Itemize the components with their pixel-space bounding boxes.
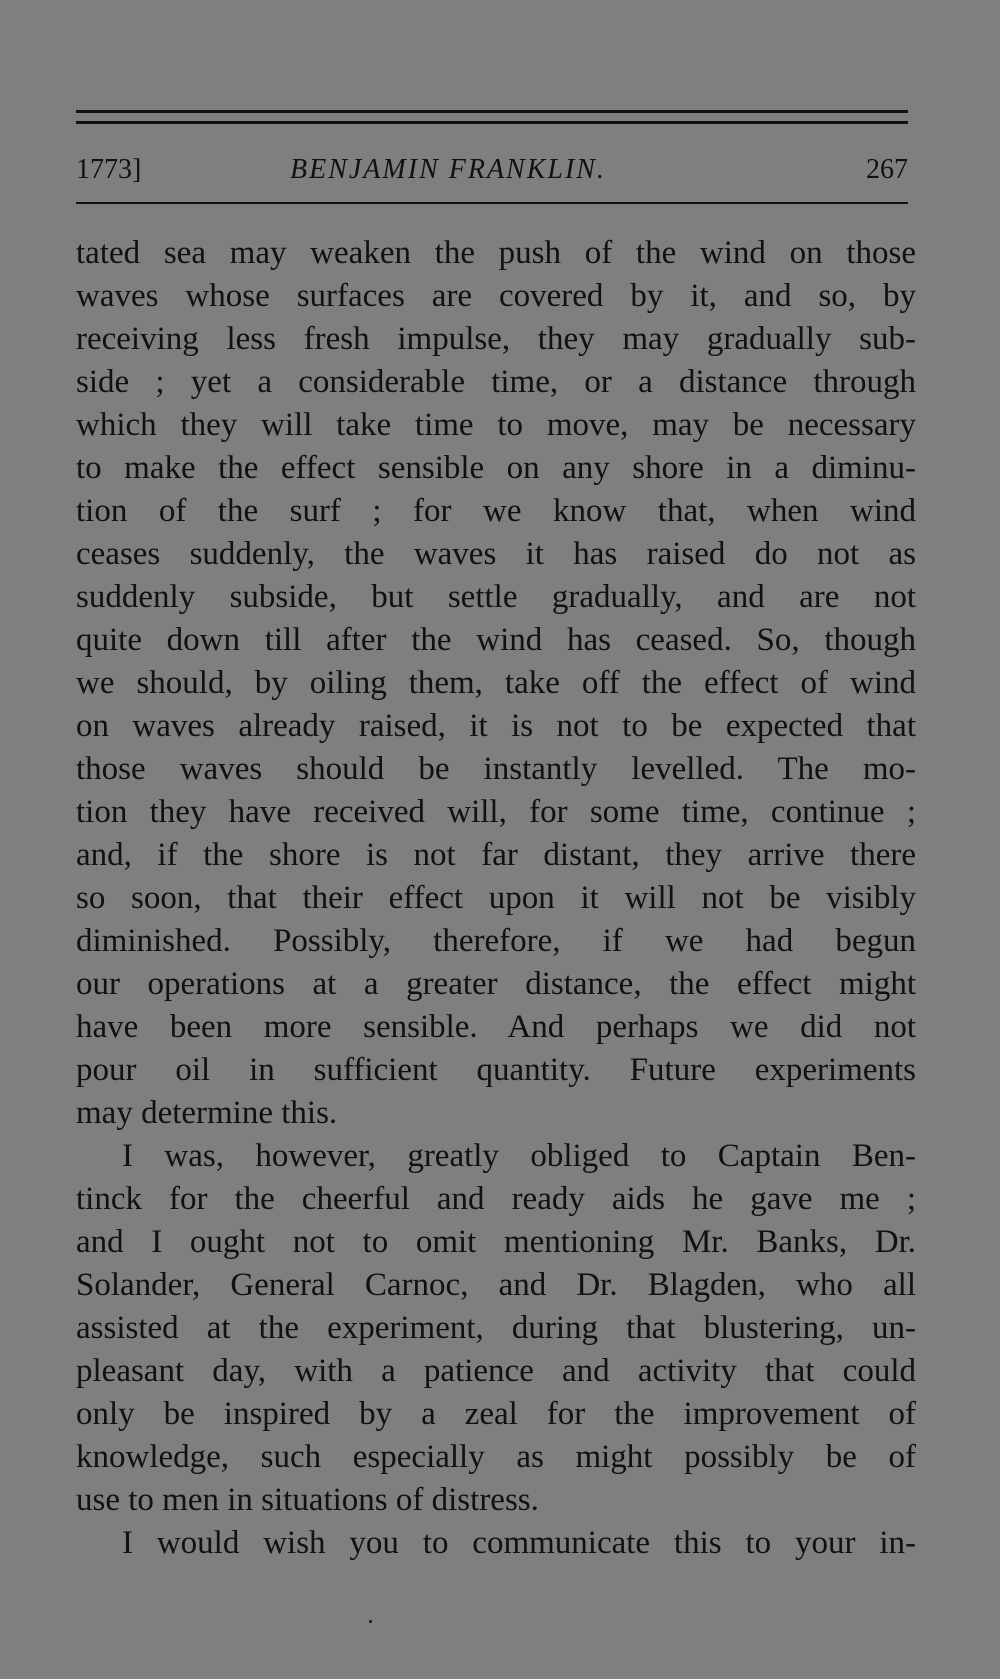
running-head: [76, 150, 908, 190]
page-number: 267: [866, 154, 908, 185]
text-line: tion they have received will, for some time, continue ;: [76, 794, 916, 830]
body-text: [76, 232, 916, 1565]
text-line: we should, by oiling them, take off the effect of wind: [76, 665, 916, 701]
text-line: only be inspired by a zeal for the improvement of: [76, 1396, 916, 1432]
text-line: and I ought not to omit mentioning Mr. Banks, Dr.: [76, 1224, 916, 1260]
text-line: which they will take time to move, may be necessary: [76, 407, 916, 443]
text-line: tated sea may weaken the push of the wind on those: [76, 235, 916, 271]
text-line: tion of the surf ; for we know that, when wind: [76, 493, 916, 529]
text-line: I would wish you to communicate this to your in-: [122, 1525, 916, 1561]
text-line: assisted at the experiment, during that blustering, un-: [76, 1310, 916, 1346]
text-line: side ; yet a considerable time, or a distance through: [76, 364, 916, 400]
text-line: use to men in situations of distress.: [76, 1482, 539, 1518]
running-head-year: 1773]: [76, 154, 142, 185]
text-line: quite down till after the wind has ceased. So, though: [76, 622, 916, 658]
text-line: may determine this.: [76, 1095, 338, 1131]
text-line: have been more sensible. And perhaps we did not: [76, 1009, 916, 1045]
top-rule-double: [76, 121, 908, 124]
text-line: on waves already raised, it is not to be expected that: [76, 708, 916, 744]
text-line: diminished. Possibly, therefore, if we had begun: [76, 923, 916, 959]
text-line: tinck for the cheerful and ready aids he gave me ;: [76, 1181, 916, 1217]
text-line: waves whose surfaces are covered by it, and so, by: [76, 278, 916, 314]
text-line: those waves should be instantly levelled. The mo-: [76, 751, 916, 787]
text-line: suddenly subside, but settle gradually, and are not: [76, 579, 916, 615]
text-line: I was, however, greatly obliged to Captain Ben-: [122, 1138, 916, 1174]
header-rule: [76, 202, 908, 204]
text-line: knowledge, such especially as might possibly be of: [76, 1439, 916, 1475]
text-line: so soon, that their effect upon it will not be visibly: [76, 880, 916, 916]
text-line: our operations at a greater distance, the effect might: [76, 966, 916, 1002]
running-head-title: BENJAMIN FRANKLIN.: [290, 154, 606, 185]
text-line: and, if the shore is not far distant, they arrive there: [76, 837, 916, 873]
text-line: pour oil in sufficient quantity. Future experiments: [76, 1052, 916, 1088]
top-rule: [76, 110, 908, 113]
print-speck: [369, 1620, 372, 1623]
text-line: Solander, General Carnoc, and Dr. Blagden, who all: [76, 1267, 916, 1303]
text-line: ceases suddenly, the waves it has raised do not as: [76, 536, 916, 572]
text-line: receiving less fresh impulse, they may gradually sub-: [76, 321, 916, 357]
text-line: to make the effect sensible on any shore in a diminu-: [76, 450, 916, 486]
text-line: pleasant day, with a patience and activity that could: [76, 1353, 916, 1389]
